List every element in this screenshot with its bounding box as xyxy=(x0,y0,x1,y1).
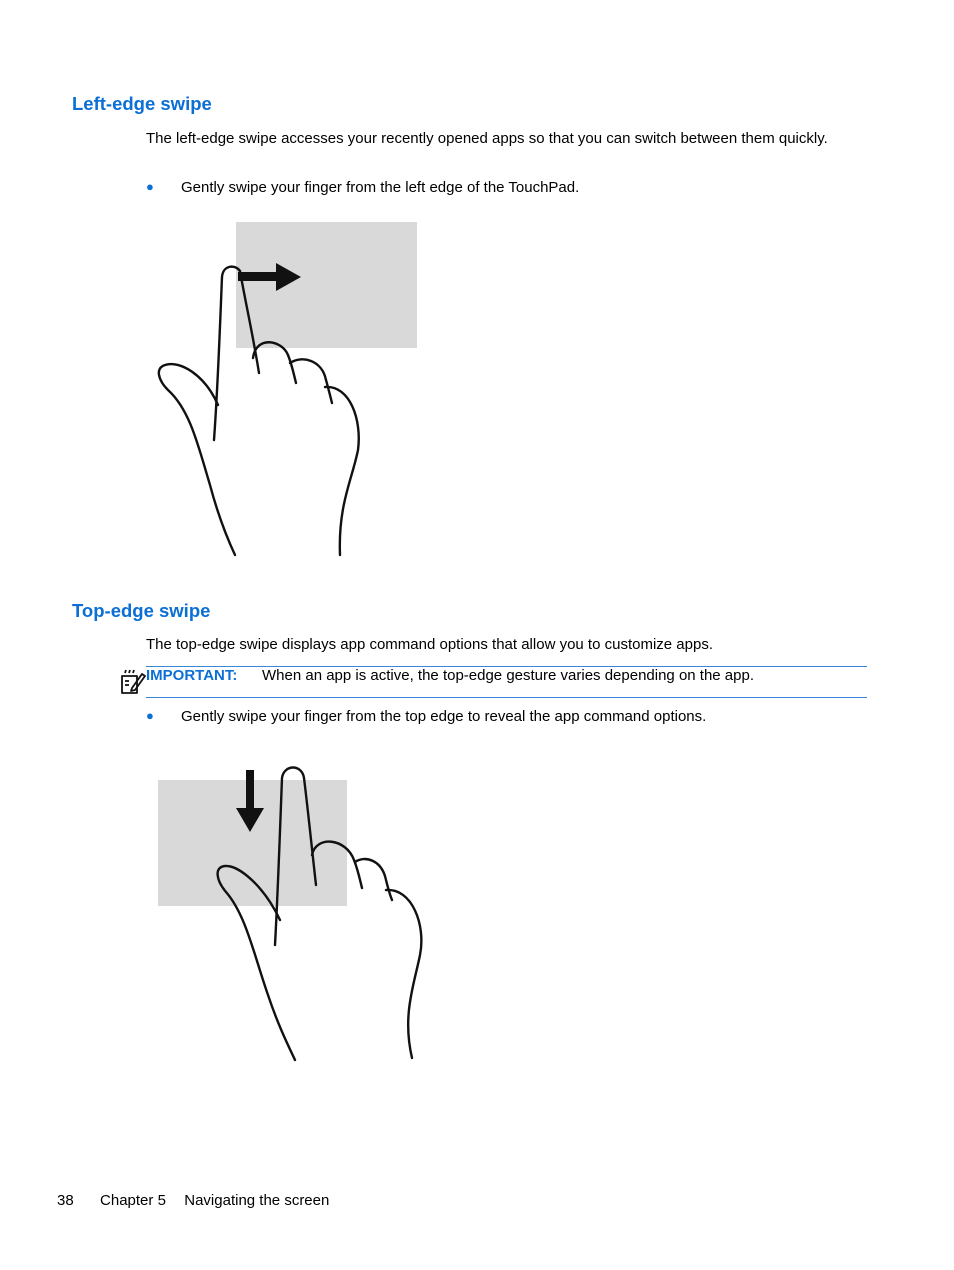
chapter-label: Chapter 5 xyxy=(100,1192,166,1209)
bullet-text-left-edge: Gently swipe your finger from the left edge of the TouchPad. xyxy=(181,179,580,196)
touchpad-area xyxy=(236,222,417,348)
section-heading-top-edge-swipe: Top-edge swipe xyxy=(72,600,211,621)
note-bottom-rule xyxy=(146,697,867,698)
hand-swipe-right-icon xyxy=(150,215,430,565)
bullet-text-top-edge: Gently swipe your finger from the top edge to reveal the app command options. xyxy=(181,708,707,725)
important-text: When an app is active, the top-edge gesture varies depending on the app. xyxy=(262,667,755,684)
section-heading-left-edge-swipe: Left-edge swipe xyxy=(72,93,212,114)
important-note-icon xyxy=(120,668,146,696)
important-label: IMPORTANT: xyxy=(146,667,238,684)
section-intro-top-edge: The top-edge swipe displays app command options that allow you to customize apps. xyxy=(146,636,713,653)
bullet-icon: ● xyxy=(146,708,154,723)
important-note xyxy=(120,666,867,698)
bullet-icon: ● xyxy=(146,179,154,194)
section-intro-left-edge: The left-edge swipe accesses your recently opened apps so that you can switch between them quickly. xyxy=(146,130,828,147)
hand-swipe-down-icon xyxy=(150,760,440,1070)
page-footer xyxy=(57,1192,329,1209)
chapter-title: Navigating the screen xyxy=(184,1192,330,1209)
page-number: 38 xyxy=(57,1192,74,1209)
